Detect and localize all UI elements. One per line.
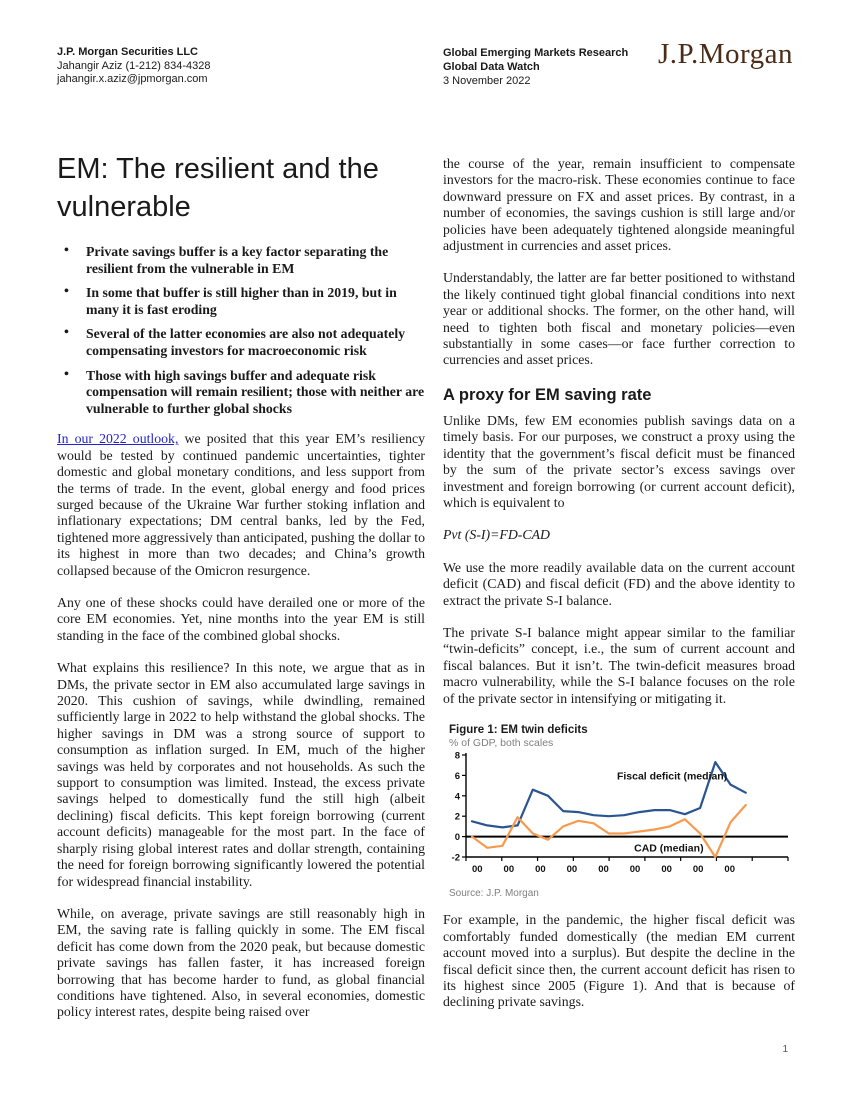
svg-text:-2: -2: [451, 852, 460, 864]
svg-text:00: 00: [598, 863, 609, 875]
svg-text:2: 2: [454, 811, 460, 823]
research-group: Global Emerging Markets Research: [443, 47, 629, 59]
paragraph-text: we posited that this year EM’s resiliency would be tested by continued pandemic uncertainties, tighter domestic and global monetary conditions, and less support from the terms of trade. In the event, global energy and food prices surged because of the Ukraine War further stoking inflation and inflationary expectations; DM central banks, led by the Fed, tightened more aggressively than anticipated, pushing the dollar to its highest in more than two decades; and China’s growth collapsed because of the Omicron resurgence.: [57, 431, 426, 578]
header-publication-block: [443, 46, 628, 88]
figure1-source: Source: J.P. Morgan: [449, 888, 539, 900]
svg-text:4: 4: [454, 791, 460, 803]
svg-text:00: 00: [629, 863, 641, 875]
body-paragraph: We use the more readily available data on the current account deficit (CAD) and fiscal deficit (FD) and the above identity to extract the private S-I balance.: [443, 559, 795, 608]
svg-text:00: 00: [503, 863, 515, 875]
svg-text:Fiscal deficit (median): Fiscal deficit (median): [616, 770, 728, 783]
body-paragraph: For example, in the pandemic, the higher fiscal deficit was comfortably funded domestically (the median EM current account moved into a surplus). But despite the decline in the fiscal deficit since then, the current account deficit has risen to its highest since 2005 (Figure 1). And that is because of declining private savings.: [443, 912, 795, 1010]
body-paragraph: Understandably, the latter are far better positioned to withstand the likely continued tight global financial conditions into next year or additional shocks. The former, on the other hand, will need to tighten both fiscal and monetary policies—even substantially in some cases—or face further correction to currencies and asset prices.: [443, 270, 795, 368]
svg-text:6: 6: [454, 770, 460, 782]
analyst-email: jahangir.x.aziz@jpmorgan.com: [57, 73, 208, 85]
identity-formula: Pvt (S-I)=FD-CAD: [443, 527, 550, 543]
bullet-icon: •: [64, 366, 69, 382]
analyst-name-phone: Jahangir Aziz (1-212) 834-4328: [57, 59, 211, 72]
body-paragraph: the course of the year, remain insufficient to compensate investors for the macro-risk. These economies continue to face downward pressure on FX and asset prices. By contrast, in a number of economies, the savings cushion is still large and/or policies have been adequately tightened alongside meaningful adjustment in currencies and asset prices.: [443, 156, 795, 254]
right-column: [443, 156, 795, 1027]
bullet-item: • Several of the latter economies are also not adequately compensating investors for macroeconomic risk: [64, 325, 406, 358]
section-heading: A proxy for EM saving rate: [443, 385, 652, 404]
bullet-item: • Those with high savings buffer and adequate risk compensation will remain resilient; those with neither are vulnerable to further global shocks: [64, 366, 425, 416]
bullet-item: • In some that buffer is still higher than in 2019, but in many it is fast eroding: [64, 284, 397, 317]
summary-bullets: [57, 244, 425, 417]
svg-text:8: 8: [454, 750, 460, 762]
body-paragraph: The private S-I balance might appear similar to the familiar “twin-deficits” concept, i.e., the sum of current account and fiscal balances. But it isn’t. The twin-deficit measures broad macro vulnerability, while the S-I balance focuses on the role of the private sector in intensifying or mitigating it.: [443, 624, 795, 706]
publication-name: Global Data Watch: [443, 61, 540, 73]
svg-text:00: 00: [566, 863, 578, 875]
body-paragraph: What explains this resilience? In this note, we argue that as in DMs, the private sector in EM also accumulated large savings in 2020. This cushion of savings, while dwindling, remained sufficiently large in 2022 to help withstand the global shocks. The higher savings in DM was a strong source of support to consumption as inflation surged. In EM, much of the higher savings was held by corporates and not households. As such the support to consumption was limited. Instead, the excess private savings helped to domestically fund the still high (albeit declining) fiscal deficits. This kept foreign borrowing (current account deficits) manageable for the most part. In the face of sharply rising global interest rates and dollar strength, containing the need for foreign borrowing significantly lowered the potential for widespread financial instability.: [57, 660, 425, 889]
publication-date: 3 November 2022: [443, 75, 531, 87]
svg-text:00: 00: [661, 863, 672, 875]
figure1-subtitle: % of GDP, both scales: [449, 736, 554, 749]
svg-text:0: 0: [454, 832, 460, 844]
header-contact-block: [57, 46, 210, 87]
svg-text:00: 00: [471, 863, 483, 875]
body-paragraph: Any one of these shocks could have derailed one or more of the core EM economies. Yet, nine months into the year EM is still standing in the face of the combined global shocks.: [57, 595, 425, 643]
figure1: [443, 723, 795, 900]
svg-text:00: 00: [535, 863, 546, 875]
figure1-chart: [449, 750, 795, 887]
body-paragraph: Unlike DMs, few EM economies publish savings data on a timely basis. For our purposes, we construct a proxy using the identity that the government’s fiscal deficit must be financed by the sum of the private sector’s excess savings over investment and foreign borrowing (or current account deficit), which is equivalent to: [443, 412, 795, 510]
bullet-icon: •: [64, 243, 69, 258]
figure1-title: Figure 1: EM twin deficits: [449, 723, 588, 736]
company-name: J.P. Morgan Securities LLC: [57, 46, 199, 58]
jpmorgan-logo: J.P.Morgan: [658, 38, 793, 70]
svg-text:CAD (median): CAD (median): [634, 842, 704, 855]
body-paragraph: While, on average, private savings are still reasonably high in EM, the saving rate is falling quickly in some. The EM fiscal deficit has come down from the 2020 peak, but because domestic private savings has fallen faster, it has increased foreign borrowing that has become harder to fund, as global financial conditions have tightened. Also, in several economies, domestic policy interest rates, despite being raised over: [57, 905, 425, 1020]
bullet-icon: •: [64, 284, 69, 300]
bullet-item: • Private savings buffer is a key factor separating the resilient from the vulnerable in EM: [64, 243, 389, 276]
article-title: EM: The resilient and the vulnerable: [57, 153, 379, 223]
svg-text:00: 00: [724, 863, 736, 875]
bullet-icon: •: [64, 325, 69, 341]
left-column: [57, 150, 425, 1037]
page-number: 1: [782, 1044, 788, 1055]
svg-text:00: 00: [692, 863, 704, 875]
body-paragraph: [57, 431, 425, 579]
outlook-2022-link[interactable]: In our 2022 outlook,: [57, 431, 179, 447]
